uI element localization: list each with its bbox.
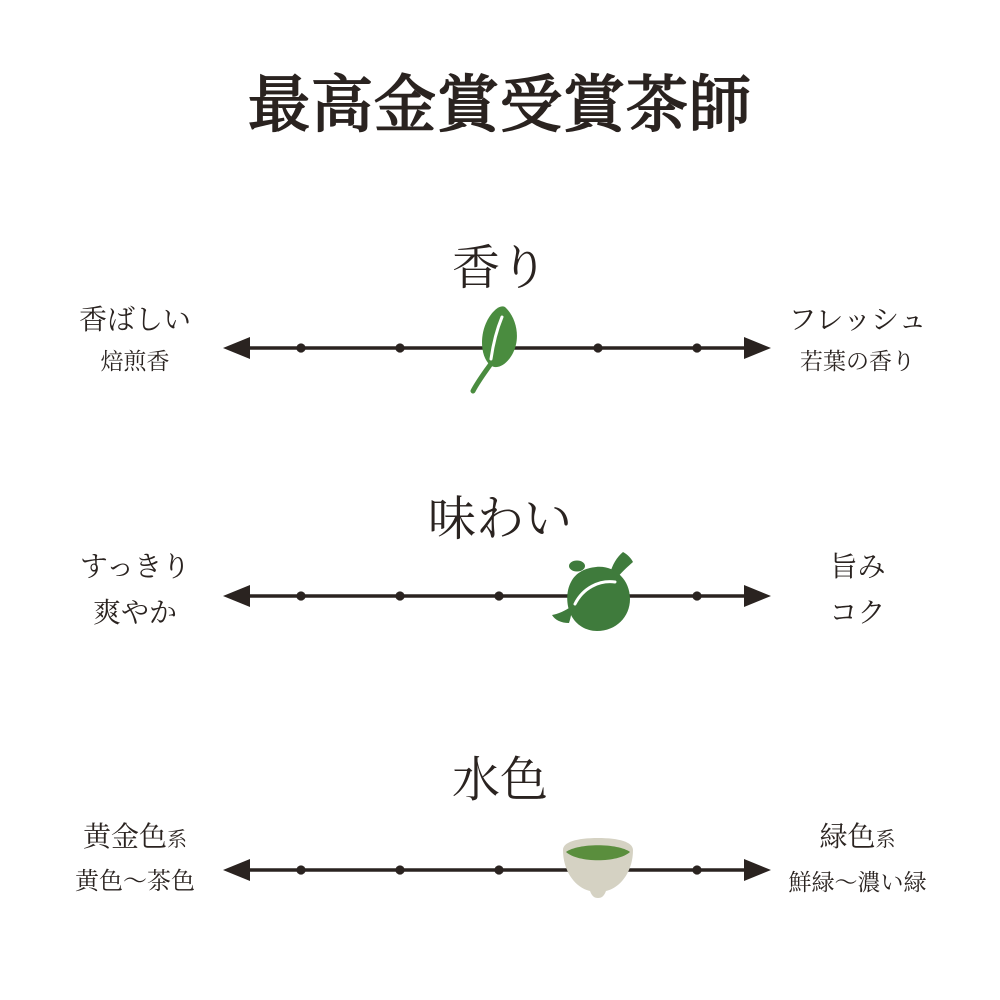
tick-dot	[692, 865, 701, 874]
taste-scale-title: 味わい	[427, 493, 572, 546]
taste-left-sub: 爽やか	[92, 597, 177, 628]
aroma-left-main: 香ばしい	[78, 304, 191, 335]
tick-dot	[494, 865, 503, 874]
color-left-main: 黄金色系	[82, 821, 187, 852]
taste-right-label	[760, 550, 955, 629]
tick-dot	[296, 591, 305, 600]
color-right-main: 緑色系	[819, 821, 896, 852]
color-right-sub: 鮮緑〜濃い緑	[788, 869, 927, 895]
color-left-label	[35, 820, 235, 895]
tick-dot	[296, 865, 305, 874]
color-right-suffix: 系	[875, 829, 896, 851]
taste-left-main: すっきり	[79, 551, 191, 582]
color-right-label	[760, 820, 955, 895]
tick-dot	[692, 591, 701, 600]
page-title: 最高金賞受賞茶師	[247, 72, 752, 140]
aroma-left-sub: 焙煎香	[100, 348, 170, 374]
color-left-suffix: 系	[167, 829, 187, 851]
taste-axis	[222, 583, 772, 609]
tick-dot	[395, 865, 404, 874]
tick-dot	[395, 591, 404, 600]
aroma-right-main: フレッシュ	[788, 304, 927, 335]
color-axis	[222, 857, 772, 883]
aroma-right-label	[760, 303, 955, 374]
color-left-sub: 黄色〜茶色	[75, 868, 195, 895]
tick-dot	[395, 343, 404, 352]
tick-dot	[494, 591, 503, 600]
aroma-left-label	[35, 303, 235, 374]
taste-right-sub: コク	[829, 597, 886, 628]
color-axis-line	[222, 857, 772, 883]
tick-dot	[692, 343, 701, 352]
taste-left-label	[35, 550, 235, 629]
aroma-right-sub: 若葉の香り	[800, 348, 915, 374]
tick-dot	[593, 343, 602, 352]
taste-right-main: 旨み	[829, 551, 886, 582]
teapot-icon	[550, 549, 642, 637]
color-scale-title: 水色	[451, 754, 548, 807]
left-arrow-icon	[223, 337, 250, 359]
leaf-icon	[461, 303, 531, 395]
teacup-icon	[560, 836, 636, 900]
taste-axis-line	[222, 583, 772, 609]
tick-dot	[296, 343, 305, 352]
left-arrow-icon	[223, 585, 250, 607]
left-arrow-icon	[223, 859, 250, 881]
aroma-scale-title: 香り	[451, 242, 548, 295]
